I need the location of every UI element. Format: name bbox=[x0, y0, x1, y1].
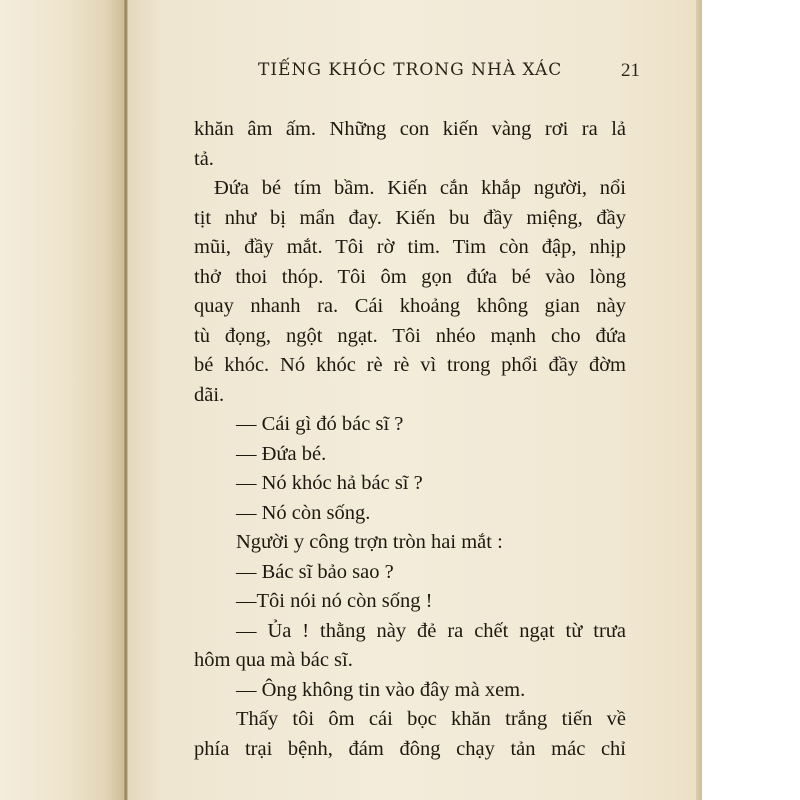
text-line: thở thoi thóp. Tôi ôm gọn đứa bé vào lòng bbox=[194, 265, 626, 288]
text-line: Đứa bé tím bầm. Kiến cắn khắp người, nổi bbox=[214, 177, 626, 199]
text-line: Người y công trợn tròn hai mắt : bbox=[236, 531, 503, 553]
dialogue-line: —Tôi nói nó còn sống ! bbox=[236, 590, 433, 612]
dialogue-line: — Cái gì đó bác sĩ ? bbox=[236, 413, 404, 435]
page-edge bbox=[696, 0, 702, 800]
body-text bbox=[194, 115, 626, 764]
page-number: 21 bbox=[621, 60, 640, 81]
text-line: tịt như bị mẩn đay. Kiến bu đầy miệng, đầy bbox=[194, 206, 626, 229]
dialogue-line: — Đứa bé. bbox=[236, 442, 327, 465]
text-line: tả. bbox=[194, 147, 214, 170]
dialogue-line: — Ủa ! thằng này đẻ ra chết ngạt từ trưa bbox=[236, 619, 626, 642]
dialogue-line: — Ông không tin vào đây mà xem. bbox=[236, 678, 526, 701]
running-title: TIẾNG KHÓC TRONG NHÀ XÁC bbox=[258, 60, 563, 80]
dialogue-line: — Nó còn sống. bbox=[236, 501, 371, 524]
text-line: quay nhanh ra. Cái khoảng không gian này bbox=[194, 295, 626, 317]
text-line: hôm qua mà bác sĩ. bbox=[194, 649, 353, 671]
text-line: Thấy tôi ôm cái bọc khăn trắng tiến về bbox=[236, 708, 626, 730]
text-line: khăn âm ấm. Những con kiến vàng rơi ra lả bbox=[194, 118, 626, 140]
dialogue-line: — Bác sĩ bảo sao ? bbox=[236, 560, 394, 583]
text-line: phía trại bệnh, đám đông chạy tản mác chỉ bbox=[194, 737, 626, 760]
text-line: bé khóc. Nó khóc rè rè vì trong phổi đầy đờm bbox=[194, 354, 626, 376]
book-spine bbox=[0, 0, 128, 800]
text-line: dãi. bbox=[194, 383, 225, 406]
text-line: mũi, đầy mắt. Tôi rờ tim. Tim còn đập, nhịp bbox=[194, 236, 626, 258]
text-line: tù đọng, ngột ngạt. Tôi nhéo mạnh cho đứa bbox=[194, 324, 626, 347]
dialogue-line: — Nó khóc hả bác sĩ ? bbox=[236, 472, 423, 494]
